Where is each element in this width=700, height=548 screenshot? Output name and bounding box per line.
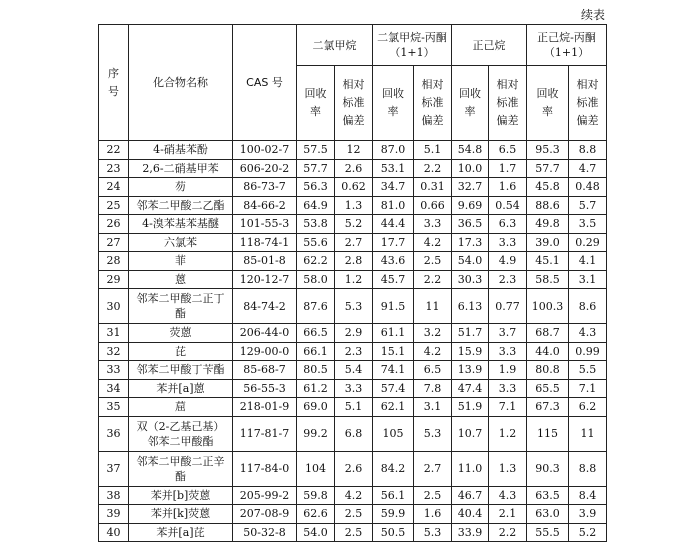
cell-recovery: 53.1 [373, 159, 414, 178]
cell-cas: 100-02-7 [233, 141, 297, 160]
cell-rsd: 4.2 [414, 342, 452, 361]
table-row [99, 178, 607, 197]
cell-rsd: 0.77 [489, 289, 527, 324]
cell-rsd: 5.7 [569, 196, 607, 215]
cell-compound-name [129, 451, 233, 486]
cell-recovery: 54.8 [452, 141, 489, 160]
cell-seq: 31 [99, 324, 129, 343]
cell-cas: 56-55-3 [233, 379, 297, 398]
cell-rsd: 2.5 [414, 252, 452, 271]
cell-recovery: 54.0 [297, 523, 335, 542]
cell-rsd: 1.2 [489, 416, 527, 451]
header-recovery-line: 率 [542, 105, 553, 118]
cell-recovery: 95.3 [527, 141, 569, 160]
compound-name-line: 邻苯二甲酸丁苄酯 [136, 363, 225, 377]
header-recovery-line: 回收 [382, 87, 404, 100]
table-row [99, 324, 607, 343]
cell-recovery: 51.7 [452, 324, 489, 343]
cell-recovery: 55.5 [527, 523, 569, 542]
cell-compound-name [129, 416, 233, 451]
header-recovery [373, 66, 414, 141]
compound-name-line: 邻苯二甲酸二正辛 [136, 454, 225, 468]
cell-rsd: 8.8 [569, 141, 607, 160]
cell-rsd: 5.1 [335, 398, 373, 417]
cell-recovery: 81.0 [373, 196, 414, 215]
cell-recovery: 53.8 [297, 215, 335, 234]
cell-rsd: 5.2 [569, 523, 607, 542]
compound-name-line: 䓛 [175, 400, 186, 414]
cell-recovery: 67.3 [527, 398, 569, 417]
cell-seq: 29 [99, 270, 129, 289]
cell-recovery: 44.4 [373, 215, 414, 234]
cell-rsd: 4.9 [489, 252, 527, 271]
cell-rsd: 4.7 [569, 159, 607, 178]
cell-rsd: 1.9 [489, 361, 527, 380]
cell-rsd: 5.3 [414, 523, 452, 542]
cell-rsd: 1.6 [489, 178, 527, 197]
header-recovery-line: 率 [387, 105, 399, 118]
cell-recovery: 63.5 [527, 486, 569, 505]
cell-rsd: 4.3 [569, 324, 607, 343]
cell-recovery: 51.9 [452, 398, 489, 417]
header-seq-char: 序 [108, 66, 119, 80]
table-row [99, 416, 607, 451]
cell-recovery: 34.7 [373, 178, 414, 197]
cell-rsd: 2.5 [335, 505, 373, 524]
cell-cas: 206-44-0 [233, 324, 297, 343]
cell-compound-name [129, 252, 233, 271]
cell-rsd: 0.48 [569, 178, 607, 197]
header-rsd-line: 相对 [576, 78, 599, 91]
cell-seq: 23 [99, 159, 129, 178]
compound-name-line: 双（2-乙基己基） [136, 419, 225, 433]
cell-recovery: 91.5 [373, 289, 414, 324]
table-row [99, 289, 607, 324]
cell-rsd: 3.3 [414, 215, 452, 234]
cell-recovery: 88.6 [527, 196, 569, 215]
cell-recovery: 17.3 [452, 233, 489, 252]
header-recovery [527, 66, 569, 141]
compound-name-line: 芘 [175, 344, 186, 358]
cell-cas: 117-84-0 [233, 451, 297, 486]
cell-rsd: 5.4 [335, 361, 373, 380]
cell-compound-name [129, 486, 233, 505]
cell-seq: 35 [99, 398, 129, 417]
header-rsd-line: 标准 [496, 96, 519, 109]
cell-rsd: 2.1 [489, 505, 527, 524]
cell-rsd: 4.1 [569, 252, 607, 271]
cell-rsd: 2.7 [414, 451, 452, 486]
cell-recovery: 61.2 [297, 379, 335, 398]
table-row [99, 451, 607, 486]
cell-rsd: 3.9 [569, 505, 607, 524]
header-solvent-line: 正己烷-丙酮 [537, 31, 596, 44]
cell-cas: 118-74-1 [233, 233, 297, 252]
header-solvent-hexane-acetone [527, 25, 607, 66]
cell-recovery: 62.6 [297, 505, 335, 524]
cell-rsd: 0.62 [335, 178, 373, 197]
cell-recovery: 10.0 [452, 159, 489, 178]
header-recovery-line: 回收 [459, 87, 481, 100]
cell-rsd: 1.7 [489, 159, 527, 178]
header-recovery [297, 66, 335, 141]
cell-recovery: 80.8 [527, 361, 569, 380]
cell-rsd: 2.2 [414, 270, 452, 289]
compound-name-line: 芴 [175, 180, 186, 194]
cell-seq: 33 [99, 361, 129, 380]
cell-cas: 207-08-9 [233, 505, 297, 524]
cell-recovery: 49.8 [527, 215, 569, 234]
cell-recovery: 74.1 [373, 361, 414, 380]
cell-recovery: 57.4 [373, 379, 414, 398]
cell-recovery: 57.7 [527, 159, 569, 178]
cell-rsd: 5.1 [414, 141, 452, 160]
cell-rsd: 12 [335, 141, 373, 160]
cell-recovery: 45.8 [527, 178, 569, 197]
cell-recovery: 56.3 [297, 178, 335, 197]
cell-rsd: 8.4 [569, 486, 607, 505]
cell-recovery: 56.1 [373, 486, 414, 505]
cell-compound-name [129, 178, 233, 197]
header-rsd [489, 66, 527, 141]
compound-name-line: 六氯苯 [164, 235, 197, 249]
cell-cas: 86-73-7 [233, 178, 297, 197]
table-row [99, 159, 607, 178]
cell-seq: 26 [99, 215, 129, 234]
cell-cas: 101-55-3 [233, 215, 297, 234]
cell-recovery: 33.9 [452, 523, 489, 542]
cell-recovery: 61.1 [373, 324, 414, 343]
header-recovery-line: 率 [464, 105, 476, 118]
cell-rsd: 2.8 [335, 252, 373, 271]
cell-recovery: 40.4 [452, 505, 489, 524]
table-row [99, 196, 607, 215]
cell-rsd: 2.9 [335, 324, 373, 343]
cell-recovery: 115 [527, 416, 569, 451]
compound-name-line: 4-硝基苯酚 [153, 143, 208, 157]
table-row [99, 523, 607, 542]
cell-rsd: 8.8 [569, 451, 607, 486]
cell-recovery: 87.0 [373, 141, 414, 160]
header-rsd-line: 标准 [421, 96, 444, 109]
cell-recovery: 58.0 [297, 270, 335, 289]
cell-rsd: 2.5 [335, 523, 373, 542]
header-solvent-line: 正己烷 [472, 38, 506, 52]
cell-rsd: 5.5 [569, 361, 607, 380]
cell-recovery: 45.1 [527, 252, 569, 271]
cell-seq: 32 [99, 342, 129, 361]
cell-rsd: 3.3 [489, 233, 527, 252]
cell-rsd: 3.3 [335, 379, 373, 398]
compound-name-line: 苯并[b]荧蒽 [150, 488, 211, 502]
cell-rsd: 2.7 [335, 233, 373, 252]
cell-recovery: 43.6 [373, 252, 414, 271]
header-solvent-line: 二氯甲烷 [312, 38, 357, 52]
cell-recovery: 30.3 [452, 270, 489, 289]
cell-compound-name [129, 324, 233, 343]
cell-compound-name [129, 159, 233, 178]
cell-recovery: 100.3 [527, 289, 569, 324]
header-rsd [569, 66, 607, 141]
cell-cas: 50-32-8 [233, 523, 297, 542]
table-row [99, 141, 607, 160]
cell-cas: 120-12-7 [233, 270, 297, 289]
cell-rsd: 3.3 [489, 342, 527, 361]
header-seq [99, 25, 129, 141]
cell-cas: 85-68-7 [233, 361, 297, 380]
header-rsd-line: 相对 [342, 78, 365, 91]
header-compound-name: 化合物名称 [129, 25, 233, 141]
cell-seq: 39 [99, 505, 129, 524]
compound-name-line: 邻苯二甲酸二乙酯 [136, 198, 225, 212]
cell-rsd: 2.6 [335, 451, 373, 486]
cell-rsd: 2.2 [414, 159, 452, 178]
cell-recovery: 87.6 [297, 289, 335, 324]
header-recovery-line: 率 [310, 105, 321, 118]
cell-rsd: 2.3 [335, 342, 373, 361]
cell-rsd: 1.3 [335, 196, 373, 215]
cell-cas: 129-00-0 [233, 342, 297, 361]
header-solvent-line: （1+1） [389, 46, 435, 59]
cell-recovery: 84.2 [373, 451, 414, 486]
cell-recovery: 64.9 [297, 196, 335, 215]
header-rsd [335, 66, 373, 141]
cell-recovery: 57.7 [297, 159, 335, 178]
table-row [99, 342, 607, 361]
continued-label: 续表 [580, 8, 605, 22]
cell-seq: 38 [99, 486, 129, 505]
cell-rsd: 2.3 [489, 270, 527, 289]
cell-recovery: 13.9 [452, 361, 489, 380]
table-row [99, 233, 607, 252]
cell-rsd: 6.5 [489, 141, 527, 160]
compound-name-line: 2,6-二硝基甲苯 [142, 161, 219, 175]
cell-rsd: 0.29 [569, 233, 607, 252]
cell-rsd: 2.6 [335, 159, 373, 178]
cell-compound-name [129, 398, 233, 417]
header-solvent-line: 二氯甲烷-丙酮 [377, 31, 447, 44]
compound-name-line: 菲 [175, 254, 186, 268]
cell-rsd: 4.2 [414, 233, 452, 252]
cell-rsd: 0.99 [569, 342, 607, 361]
cell-rsd: 11 [414, 289, 452, 324]
cell-rsd: 3.1 [569, 270, 607, 289]
cell-cas: 85-01-8 [233, 252, 297, 271]
cell-compound-name [129, 141, 233, 160]
cell-seq: 30 [99, 289, 129, 324]
compound-name-line: 酯 [175, 469, 186, 483]
cell-recovery: 15.1 [373, 342, 414, 361]
cell-recovery: 39.0 [527, 233, 569, 252]
cell-compound-name [129, 523, 233, 542]
header-rsd-line: 偏差 [576, 114, 599, 127]
header-row-1 [99, 25, 607, 66]
cell-rsd: 5.3 [414, 416, 452, 451]
cell-cas: 117-81-7 [233, 416, 297, 451]
compound-name-line: 邻苯二甲酸二正丁 [136, 292, 225, 305]
table-row [99, 215, 607, 234]
cell-rsd: 6.5 [414, 361, 452, 380]
compound-name-line: 苯并[a]芘 [156, 525, 205, 539]
cell-recovery: 69.0 [297, 398, 335, 417]
compound-name-line: 酯 [175, 307, 186, 320]
header-recovery [452, 66, 489, 141]
cell-recovery: 66.1 [297, 342, 335, 361]
cell-compound-name [129, 361, 233, 380]
cell-recovery: 90.3 [527, 451, 569, 486]
cell-rsd: 1.6 [414, 505, 452, 524]
cell-rsd: 7.1 [489, 398, 527, 417]
cell-rsd: 1.3 [489, 451, 527, 486]
compound-name-line: 蒽 [175, 272, 186, 286]
cell-recovery: 105 [373, 416, 414, 451]
compound-name-line: 4-溴苯基苯基醚 [142, 217, 219, 231]
cell-recovery: 99.2 [297, 416, 335, 451]
table-row [99, 486, 607, 505]
cell-recovery: 44.0 [527, 342, 569, 361]
cell-rsd: 11 [569, 416, 607, 451]
cell-recovery: 58.5 [527, 270, 569, 289]
cell-rsd: 5.2 [335, 215, 373, 234]
table-row [99, 270, 607, 289]
cell-compound-name [129, 342, 233, 361]
header-rsd-line: 标准 [576, 96, 599, 109]
cell-recovery: 104 [297, 451, 335, 486]
cell-rsd: 3.5 [569, 215, 607, 234]
cell-compound-name [129, 289, 233, 324]
cell-recovery: 65.5 [527, 379, 569, 398]
table-row [99, 252, 607, 271]
cell-seq: 36 [99, 416, 129, 451]
cell-rsd: 2.5 [414, 486, 452, 505]
cell-seq: 37 [99, 451, 129, 486]
table-body [99, 141, 607, 542]
cell-recovery: 45.7 [373, 270, 414, 289]
cell-rsd: 3.1 [414, 398, 452, 417]
cell-recovery: 62.2 [297, 252, 335, 271]
header-solvent-line: （1+1） [543, 46, 590, 59]
cell-recovery: 17.7 [373, 233, 414, 252]
cell-recovery: 15.9 [452, 342, 489, 361]
cell-rsd: 5.3 [335, 289, 373, 324]
compound-name-line: 苯并[k]荧蒽 [150, 507, 211, 521]
cell-recovery: 66.5 [297, 324, 335, 343]
cell-compound-name [129, 215, 233, 234]
cell-recovery: 50.5 [373, 523, 414, 542]
header-solvent-dcm-acetone [373, 25, 452, 66]
cell-recovery: 59.8 [297, 486, 335, 505]
cell-recovery: 10.7 [452, 416, 489, 451]
header-cas: CAS 号 [233, 25, 297, 141]
cell-rsd: 0.31 [414, 178, 452, 197]
cell-recovery: 11.0 [452, 451, 489, 486]
cell-cas: 205-99-2 [233, 486, 297, 505]
cell-recovery: 47.4 [452, 379, 489, 398]
cell-rsd: 0.54 [489, 196, 527, 215]
cell-rsd: 8.6 [569, 289, 607, 324]
cell-compound-name [129, 196, 233, 215]
cell-cas: 84-66-2 [233, 196, 297, 215]
cell-compound-name [129, 505, 233, 524]
cell-rsd: 6.8 [335, 416, 373, 451]
header-recovery-line: 回收 [304, 87, 327, 100]
cell-recovery: 54.0 [452, 252, 489, 271]
cell-seq: 25 [99, 196, 129, 215]
header-solvent-hexane [452, 25, 527, 66]
cell-recovery: 36.5 [452, 215, 489, 234]
cell-recovery: 32.7 [452, 178, 489, 197]
cell-rsd: 0.66 [414, 196, 452, 215]
cell-recovery: 57.5 [297, 141, 335, 160]
cell-recovery: 9.69 [452, 196, 489, 215]
cell-cas: 218-01-9 [233, 398, 297, 417]
header-rsd-line: 偏差 [342, 114, 365, 127]
compound-name-line: 荧蒽 [169, 326, 192, 340]
cell-seq: 22 [99, 141, 129, 160]
header-rsd-line: 相对 [421, 78, 444, 91]
cell-rsd: 3.7 [489, 324, 527, 343]
cell-recovery: 6.13 [452, 289, 489, 324]
cell-rsd: 2.2 [489, 523, 527, 542]
recovery-table [98, 24, 607, 542]
cell-seq: 27 [99, 233, 129, 252]
cell-recovery: 46.7 [452, 486, 489, 505]
cell-compound-name [129, 270, 233, 289]
header-rsd-line: 相对 [496, 78, 519, 91]
cell-seq: 34 [99, 379, 129, 398]
header-seq-char: 号 [108, 84, 119, 98]
cell-seq: 24 [99, 178, 129, 197]
table-row [99, 361, 607, 380]
cell-rsd: 7.1 [569, 379, 607, 398]
cell-cas: 606-20-2 [233, 159, 297, 178]
cell-recovery: 62.1 [373, 398, 414, 417]
table-row [99, 379, 607, 398]
cell-recovery: 55.6 [297, 233, 335, 252]
cell-rsd: 4.2 [335, 486, 373, 505]
compound-name-line: 苯并[a]蒽 [156, 381, 205, 395]
cell-rsd: 1.2 [335, 270, 373, 289]
cell-recovery: 80.5 [297, 361, 335, 380]
header-rsd-line: 偏差 [421, 114, 444, 127]
cell-rsd: 6.3 [489, 215, 527, 234]
cell-rsd: 7.8 [414, 379, 452, 398]
table-row [99, 505, 607, 524]
cell-seq: 40 [99, 523, 129, 542]
header-recovery-line: 回收 [536, 87, 559, 100]
cell-cas: 84-74-2 [233, 289, 297, 324]
header-rsd-line: 偏差 [496, 114, 519, 127]
compound-name-line: 邻苯二甲酸酯 [147, 434, 214, 448]
cell-compound-name [129, 379, 233, 398]
cell-rsd: 3.2 [414, 324, 452, 343]
cell-recovery: 68.7 [527, 324, 569, 343]
cell-rsd: 3.3 [489, 379, 527, 398]
header-rsd [414, 66, 452, 141]
table-row [99, 398, 607, 417]
cell-seq: 28 [99, 252, 129, 271]
cell-rsd: 6.2 [569, 398, 607, 417]
header-solvent-dcm [297, 25, 373, 66]
cell-rsd: 4.3 [489, 486, 527, 505]
cell-compound-name [129, 233, 233, 252]
cell-recovery: 63.0 [527, 505, 569, 524]
header-rsd-line: 标准 [342, 96, 365, 109]
cell-recovery: 59.9 [373, 505, 414, 524]
